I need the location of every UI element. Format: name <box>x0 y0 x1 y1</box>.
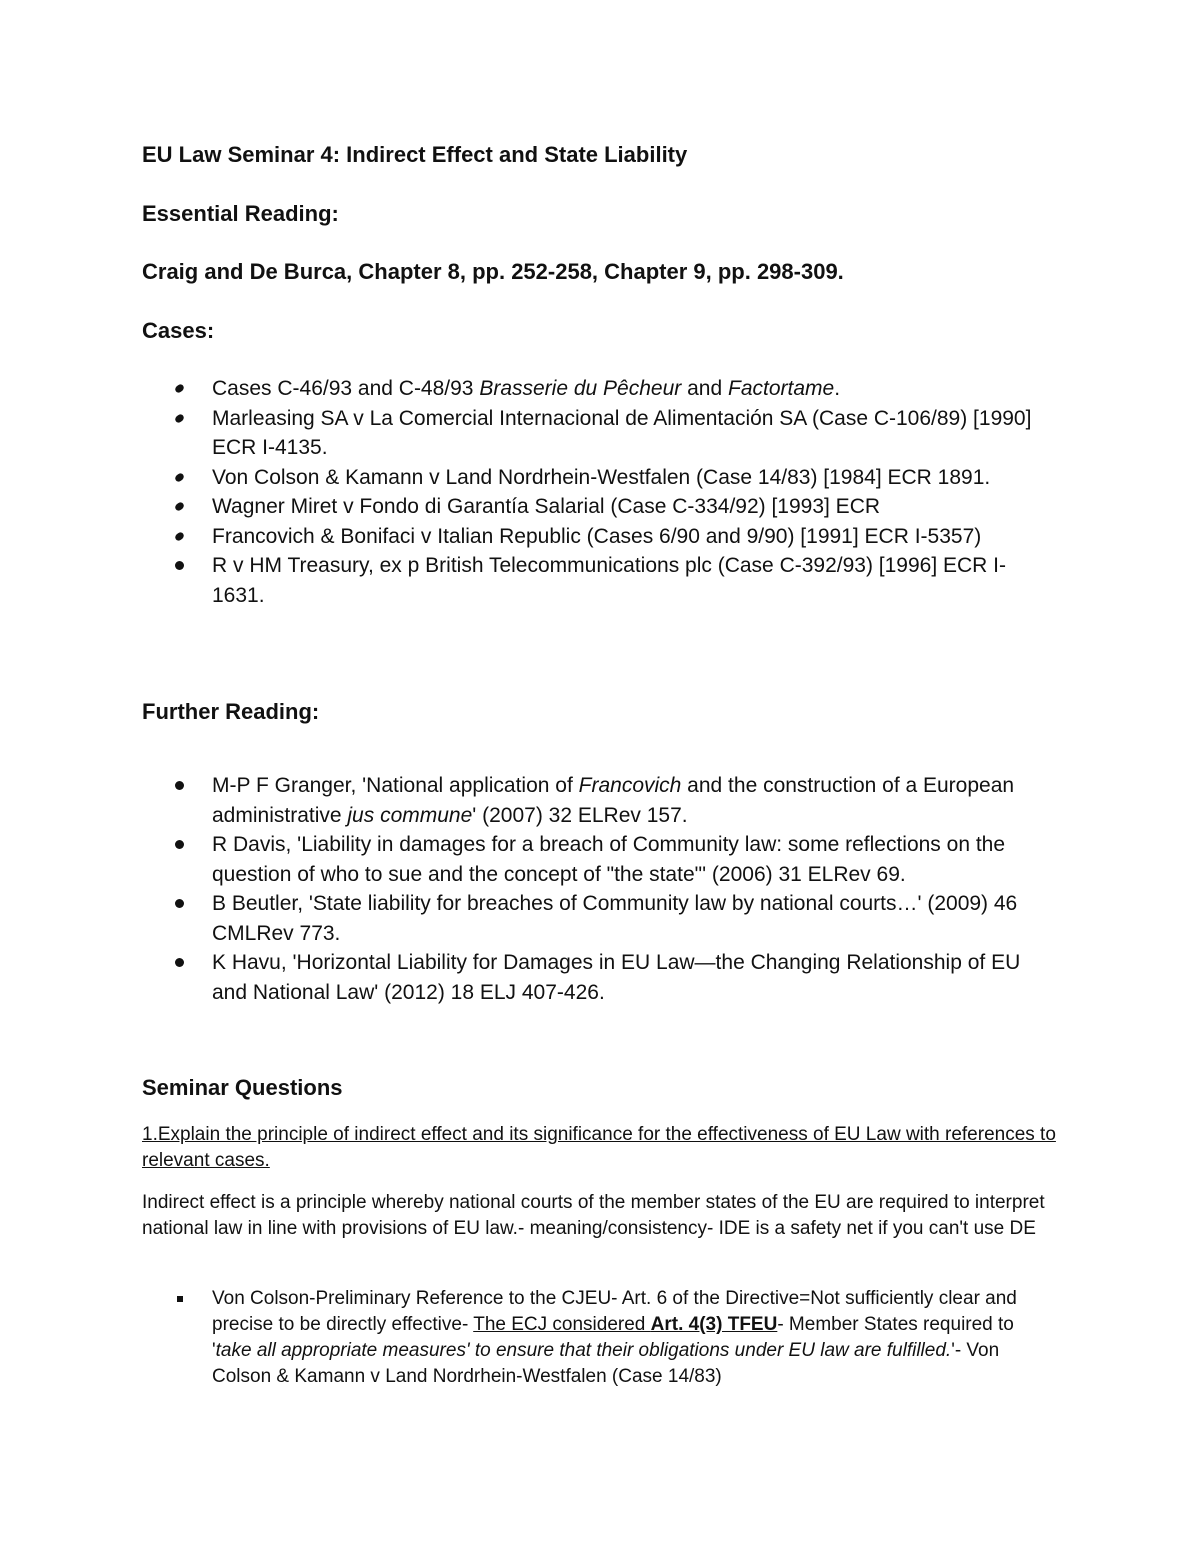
list-item <box>142 948 1042 1007</box>
case-text: Francovich & Bonifaci v Italian Republic (Cases 6/90 and 9/90) [1991] ECR I-5357) <box>212 524 982 548</box>
list-item <box>142 463 1042 493</box>
further-reading-heading: Further Reading: <box>142 699 320 724</box>
seminar-questions-heading: Seminar Questions <box>142 1075 343 1100</box>
bullet-icon <box>175 561 184 570</box>
bullet-icon <box>177 1296 183 1302</box>
answer-article-ref: Art. 4(3) TFEU <box>650 1314 778 1335</box>
list-item <box>142 492 1042 522</box>
case-text: Cases C-46/93 and C-48/93 <box>212 377 480 400</box>
bullet-icon <box>174 413 185 424</box>
reading-text: and the construction of a European administrative <box>212 774 1015 827</box>
list-item <box>142 889 1042 948</box>
case-text: R v HM Treasury, ex p British Telecommunications plc (Case C-392/93) [1996] ECR I-1631. <box>212 554 1007 607</box>
reading-text: K Havu, 'Horizontal Liability for Damages in EU Law—the Changing Relationship of EU and National Law' (2012) 18 ELJ 407-426. <box>212 951 1021 1004</box>
bullet-icon <box>175 958 184 967</box>
list-item <box>142 1286 1042 1390</box>
list-item <box>142 522 1042 552</box>
document-title: EU Law Seminar 4: Indirect Effect and State Liability <box>142 142 688 167</box>
reading-text: ' (2007) 32 ELRev 157. <box>472 803 688 827</box>
case-text: . <box>834 377 841 400</box>
reading-text: R Davis, 'Liability in damages for a breach of Community law: some reflections on the question of who to sue and the concept of "the state"' (2006) 31 ELRev 69. <box>212 833 1006 886</box>
list-item <box>142 374 1042 404</box>
bullet-icon <box>174 472 185 483</box>
reading-italic: Francovich <box>578 774 682 797</box>
bullet-icon <box>174 501 185 512</box>
case-italic: Brasserie du Pêcheur <box>479 377 682 400</box>
essential-reading-heading: Essential Reading: <box>142 201 339 226</box>
answer-italic: take all appropriate measures' to ensure that their obligations under EU law are fulfilled. <box>215 1340 952 1361</box>
case-text: Von Colson & Kamann v Land Nordrhein-Westfalen (Case 14/83) [1984] ECR 1891. <box>212 465 991 489</box>
reading-italic: jus commune <box>347 803 473 827</box>
case-text: Wagner Miret v Fondo di Garantía Salarial (Case C-334/92) [1993] ECR <box>212 495 881 518</box>
bullet-icon <box>174 383 185 394</box>
question-1: 1.Explain the principle of indirect effect and its significance for the effectiveness of EU Law with references to relevant cases. <box>142 1124 1056 1171</box>
answer-underlined: The ECJ considered <box>473 1314 651 1335</box>
case-text: and <box>681 377 728 400</box>
bullet-icon <box>175 781 184 790</box>
answer-paragraph: Indirect effect is a principle whereby national courts of the member states of the EU are required to interpret national law in line with provisions of EU law.- meaning/consistency- IDE is a safety net if you can't use DE <box>142 1192 1045 1239</box>
bullet-icon <box>175 899 184 908</box>
list-item <box>142 830 1042 889</box>
answer-text: Von Colson-Preliminary Reference to the CJEU- Art. 6 of the Directive=Not sufficiently clear and precise to be directly effective- <box>212 1288 1017 1335</box>
bullet-icon <box>175 840 184 849</box>
cases-heading: Cases: <box>142 318 215 343</box>
bullet-icon <box>174 531 185 542</box>
case-italic: Factortame <box>728 377 835 400</box>
list-item <box>142 404 1042 463</box>
further-reading-list <box>142 771 1042 1007</box>
answer-bullet-list <box>142 1286 1042 1390</box>
essential-reading-text: Craig and De Burca, Chapter 8, pp. 252-258, Chapter 9, pp. 298-309. <box>142 259 844 284</box>
list-item <box>142 551 1042 610</box>
answer-text: '- Von Colson & Kamann v Land Nordrhein-Westfalen (Case 14/83) <box>212 1340 1000 1387</box>
case-text: Marleasing SA v La Comercial Internacional de Alimentación SA (Case C-106/89) [1990] ECR I-4135. <box>212 406 1032 459</box>
list-item <box>142 771 1042 830</box>
reading-text: B Beutler, 'State liability for breaches of Community law by national courts…' (2009) 46 CMLRev 773. <box>212 892 1018 945</box>
reading-text: M-P F Granger, 'National application of <box>212 774 579 797</box>
answer-text: - Member States required to ' <box>212 1314 1014 1361</box>
cases-list <box>142 374 1042 610</box>
